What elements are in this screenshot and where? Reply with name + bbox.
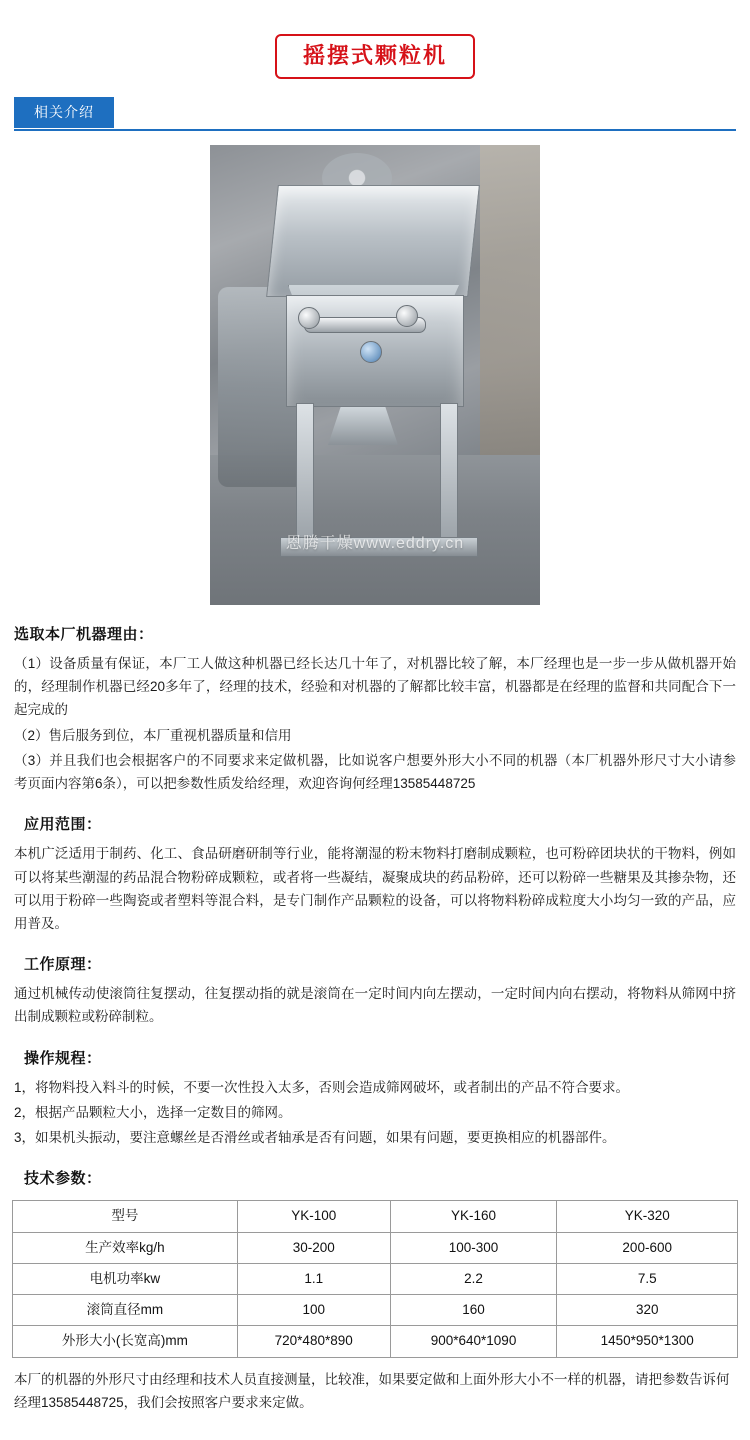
- table-cell: 7.5: [557, 1263, 738, 1294]
- table-footnote: 本厂的机器的外形尺寸由经理和技术人员直接测量，比较准，如果要定做和上面外形大小不一样的机器，请把参数告诉何经理13585448725，我们会按照客户要求来定做。: [14, 1371, 730, 1410]
- table-cell: 型号: [13, 1201, 238, 1232]
- tab-related-intro[interactable]: 相关介绍: [14, 97, 114, 128]
- spec-table: [12, 1200, 738, 1357]
- photo-knob-left: [298, 307, 320, 329]
- table-cell: 生产效率kg/h: [13, 1232, 238, 1263]
- photo-discharge-chute: [328, 407, 398, 445]
- table-cell: 电机功率kw: [13, 1263, 238, 1294]
- page-title: 摇摆式颗粒机: [275, 34, 475, 79]
- product-photo: [210, 145, 540, 605]
- photo-leg-right: [440, 403, 458, 545]
- section-heading-application: 应用范围：: [24, 816, 102, 834]
- table-cell: 720*480*890: [237, 1326, 390, 1357]
- table-cell: 100: [237, 1295, 390, 1326]
- tab-underline: [14, 129, 736, 131]
- table-row: [13, 1201, 738, 1232]
- table-cell: 320: [557, 1295, 738, 1326]
- table-cell: YK-320: [557, 1201, 738, 1232]
- page-title-container: [0, 0, 750, 91]
- table-cell: YK-160: [390, 1201, 557, 1232]
- section-paragraph: （3）并且我们也会根据客户的不同要求来定做机器，比如说客户想要外形大小不同的机器（本厂机器外形尺寸大小请参考页面内容第6条），可以把参数性质发给经理，欢迎咨询何经理13585448725: [14, 752, 736, 792]
- section-heading-principle: 工作原理：: [24, 956, 102, 974]
- table-cell: 900*640*1090: [390, 1326, 557, 1357]
- photo-watermark: 恩腾干燥www.eddry.cn: [285, 535, 465, 552]
- table-cell: 1450*950*1300: [557, 1326, 738, 1357]
- table-cell: 160: [390, 1295, 557, 1326]
- section-paragraph: 通过机械传动使滚筒往复摆动，往复摆动指的就是滚筒在一定时间内向左摆动，一定时间内向右摆动，将物料从筛网中挤出制成颗粒或粉碎制粒。: [14, 986, 736, 1025]
- table-cell: 1.1: [237, 1263, 390, 1294]
- section-paragraph: （1）设备质量有保证，本厂工人做这种机器已经长达几十年了，对机器比较了解，本厂经理也是一步一步从做机器开始的，经理制作机器已经20多年了，经理的技术，经验和对机器的了解都比较丰富，机器都是在经理的监督和共同配合下一起完成的: [14, 656, 736, 718]
- table-row: [13, 1295, 738, 1326]
- photo-leg-left: [296, 403, 314, 545]
- table-row: [13, 1326, 738, 1357]
- table-cell: 2.2: [390, 1263, 557, 1294]
- bottom-spacer: [0, 1414, 750, 1440]
- section-paragraph: 3，如果机头振动，要注意螺丝是否滑丝或者轴承是否有问题，如果有问题，要更换相应的机器部件。: [14, 1130, 616, 1146]
- section-heading-operation: 操作规程：: [24, 1049, 102, 1067]
- photo-knob-right: [396, 305, 418, 327]
- spec-table-container: [0, 1200, 750, 1357]
- tab-bar: [0, 97, 750, 131]
- table-cell: 100-300: [390, 1232, 557, 1263]
- table-row: [13, 1232, 738, 1263]
- section-heading-reasons: 选取本厂机器理由：: [14, 626, 154, 643]
- table-cell: 外形大小(长宽高)mm: [13, 1326, 238, 1357]
- product-image-container: [0, 145, 750, 605]
- article-content: [0, 623, 750, 1188]
- table-cell: YK-100: [237, 1201, 390, 1232]
- section-paragraph: 1，将物料投入料斗的时候，不要一次性投入太多，否则会造成筛网破坏，或者制出的产品不符合要求。: [14, 1079, 630, 1095]
- table-cell: 30-200: [237, 1232, 390, 1263]
- section-paragraph: （2）售后服务到位，本厂重视机器质量和信用: [14, 727, 292, 743]
- photo-knob-center: [360, 341, 382, 363]
- photo-hopper: [266, 185, 480, 297]
- table-row: [13, 1263, 738, 1294]
- section-paragraph: 2，根据产品颗粒大小，选择一定数目的筛网。: [14, 1104, 292, 1120]
- table-cell: 200-600: [557, 1232, 738, 1263]
- table-cell: 滚筒直径mm: [13, 1295, 238, 1326]
- section-heading-tech-params: 技术参数：: [24, 1170, 102, 1188]
- section-paragraph: 本机广泛适用于制药、化工、食品研磨研制等行业，能将潮湿的粉末物料打磨制成颗粒，也可粉碎团块状的干物料，例如可以将某些潮湿的药品混合物粉碎成颗粒，或者将一些凝结，凝聚成块的药品粉碎，还可以粉碎一些糖果及其掺杂物，还可以用于粉碎一些陶瓷或者塑料等混合料，是专门制作产品颗粒的设备，可以将物料粉碎成粒度大小均匀一致的产品，应用普及。: [14, 846, 736, 931]
